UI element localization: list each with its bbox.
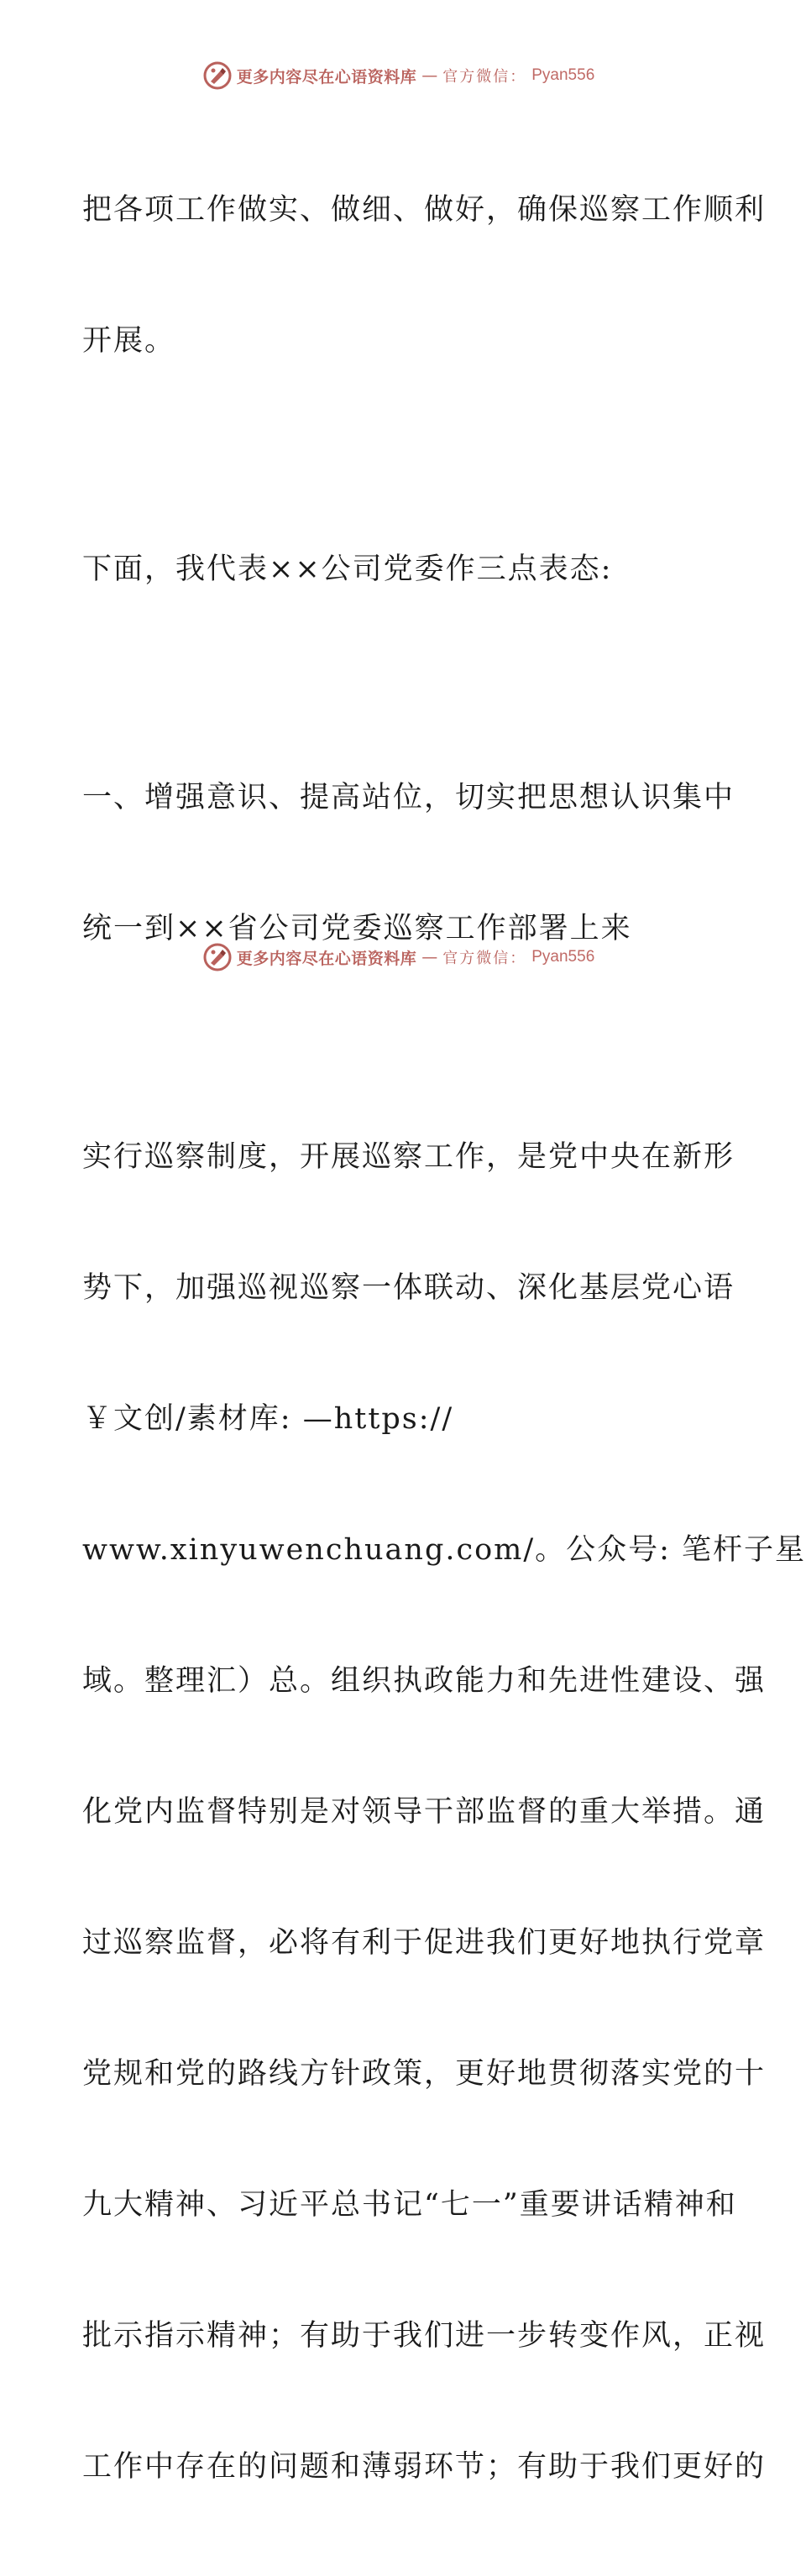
text-line: 批示指示精神；有助于我们进一步转变作风，正视	[82, 2319, 767, 2353]
paragraph-1	[82, 101, 767, 450]
text-line: 统一到××省公司党委巡察工作部署上来	[82, 912, 632, 945]
text-line: ￥文创/素材库: —https://	[82, 1402, 454, 1436]
watermark-official-label: 官方微信：	[442, 950, 527, 967]
watermark-dash: —	[421, 66, 438, 85]
text-line: 下面，我代表××公司党委作三点表态:	[82, 552, 613, 586]
text-line: 开展。	[82, 324, 176, 358]
paragraph-2	[82, 460, 720, 678]
text-line: 把各项工作做实、做细、做好，确保巡察工作顺利	[82, 193, 767, 227]
paragraph-3	[82, 1048, 806, 2576]
text-line: 化党内监督特别是对领导干部监督的重大举措。通	[82, 1795, 767, 1829]
watermark-wechat-id: Pyan556	[531, 66, 595, 84]
text-line: www.xinyuwenchuang.com/。公众号: 笔杆子星	[82, 1533, 806, 1567]
text-line: 一、增强意识、提高站位，切实把思想认识集中	[82, 781, 735, 814]
watermark-site-text: 更多内容尽在心语资料库	[236, 67, 417, 86]
watermark-wechat-id: Pyan556	[531, 948, 595, 966]
section-heading-1	[82, 689, 735, 1038]
watermark-site-text: 更多内容尽在心语资料库	[236, 949, 417, 968]
text-line: 势下，加强巡视巡察一体联动、深化基层党心语	[82, 1271, 735, 1305]
text-line: 工作中存在的问题和薄弱环节；有助于我们更好的	[82, 2450, 767, 2484]
text-line: 九大精神、习近平总书记“七一”重要讲话精神和	[82, 2188, 737, 2222]
text-line: 域。整理汇）总。组织执政能力和先进性建设、强	[82, 1664, 767, 1698]
watermark-footer	[0, 940, 798, 974]
pen-logo-icon	[203, 943, 232, 971]
text-line: 过巡察监督，必将有利于促进我们更好地执行党章	[82, 1926, 767, 1960]
document-body	[82, 101, 806, 2576]
watermark-official-label: 官方微信：	[442, 68, 527, 86]
text-line: 实行巡察制度，开展巡察工作，是党中央在新形	[82, 1140, 735, 1174]
watermark-header	[0, 59, 798, 92]
text-line: 党规和党的路线方针政策，更好地贯彻落实党的十	[82, 2057, 767, 2091]
pen-logo-icon	[203, 61, 232, 90]
watermark-dash: —	[421, 948, 438, 966]
